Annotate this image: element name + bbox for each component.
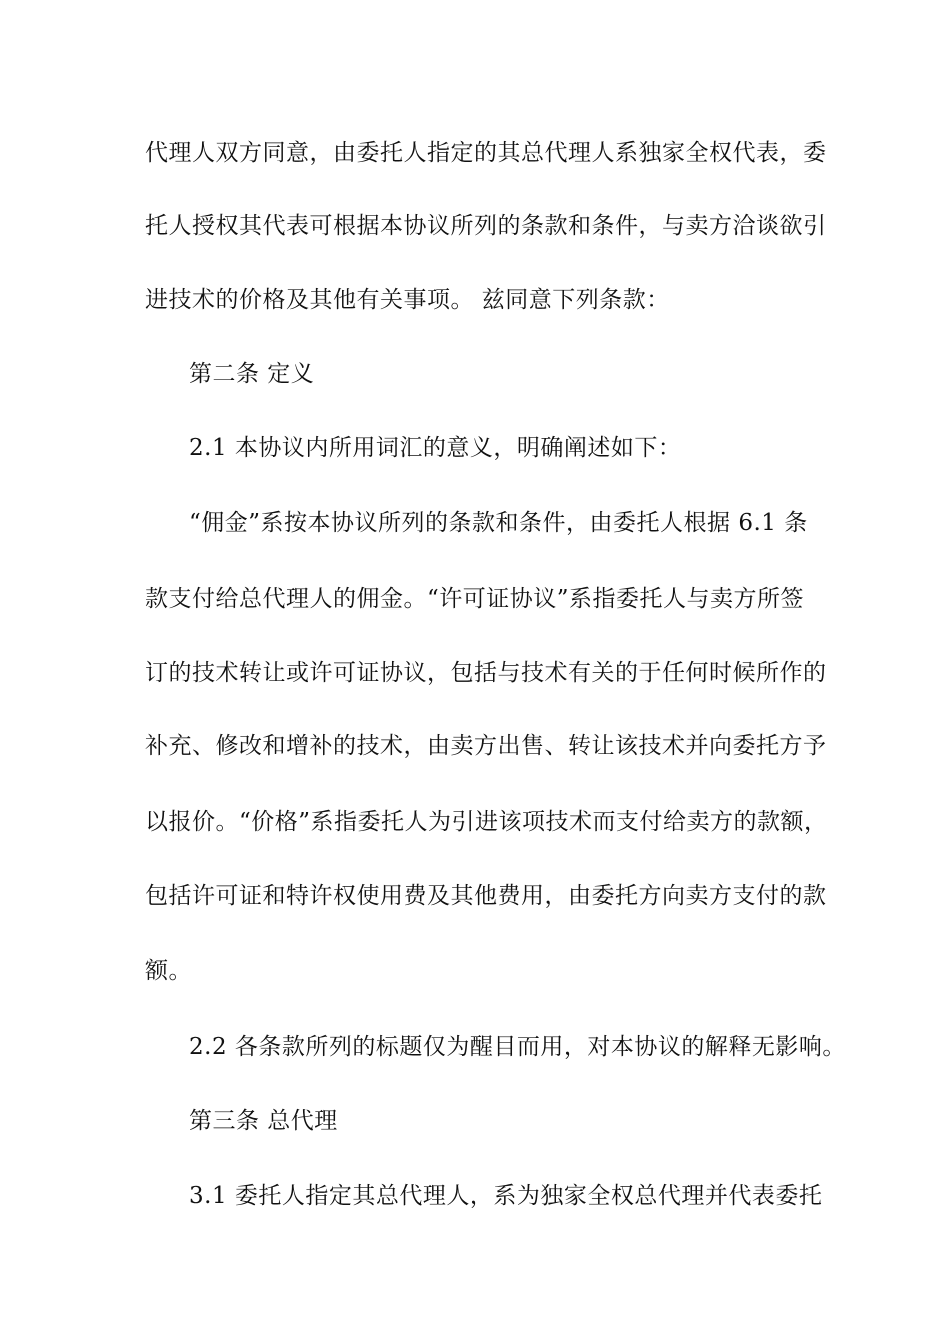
paragraph-line: 额。 (145, 958, 192, 984)
clause-line: 2.1 本协议内所用词汇的意义，明确阐述如下： (189, 435, 682, 461)
section-heading: 第三条 总代理 (189, 1108, 338, 1134)
paragraph-line: 代理人双方同意，由委托人指定的其总代理人系独家全权代表，委 (145, 140, 827, 166)
clause-line: 3.1 委托人指定其总代理人，系为独家全权总代理并代表委托 (189, 1183, 823, 1209)
paragraph-line: 以报价。“价格”系指委托人为引进该项技术而支付给卖方的款额， (145, 809, 828, 835)
paragraph-line: 款支付给总代理人的佣金。“许可证协议”系指委托人与卖方所签 (145, 586, 805, 612)
paragraph-line: 托人授权其代表可根据本协议所列的条款和条件，与卖方洽谈欲引 (145, 213, 827, 239)
clause-line: 2.2 各条款所列的标题仅为醒目而用，对本协议的解释无影响。 (189, 1034, 846, 1060)
section-heading: 第二条 定义 (189, 361, 315, 387)
paragraph-line: 进技术的价格及其他有关事项。 兹同意下列条款： (145, 287, 670, 313)
paragraph-line: 订的技术转让或许可证协议，包括与技术有关的于任何时候所作的 (145, 660, 827, 686)
paragraph-line: 补充、修改和增补的技术，由卖方出售、转让该技术并向委托方予 (145, 733, 827, 759)
paragraph-line: “佣金”系按本协议所列的条款和条件，由委托人根据 6.1 条 (189, 510, 808, 536)
paragraph-line: 包括许可证和特许权使用费及其他费用，由委托方向卖方支付的款 (145, 883, 827, 909)
